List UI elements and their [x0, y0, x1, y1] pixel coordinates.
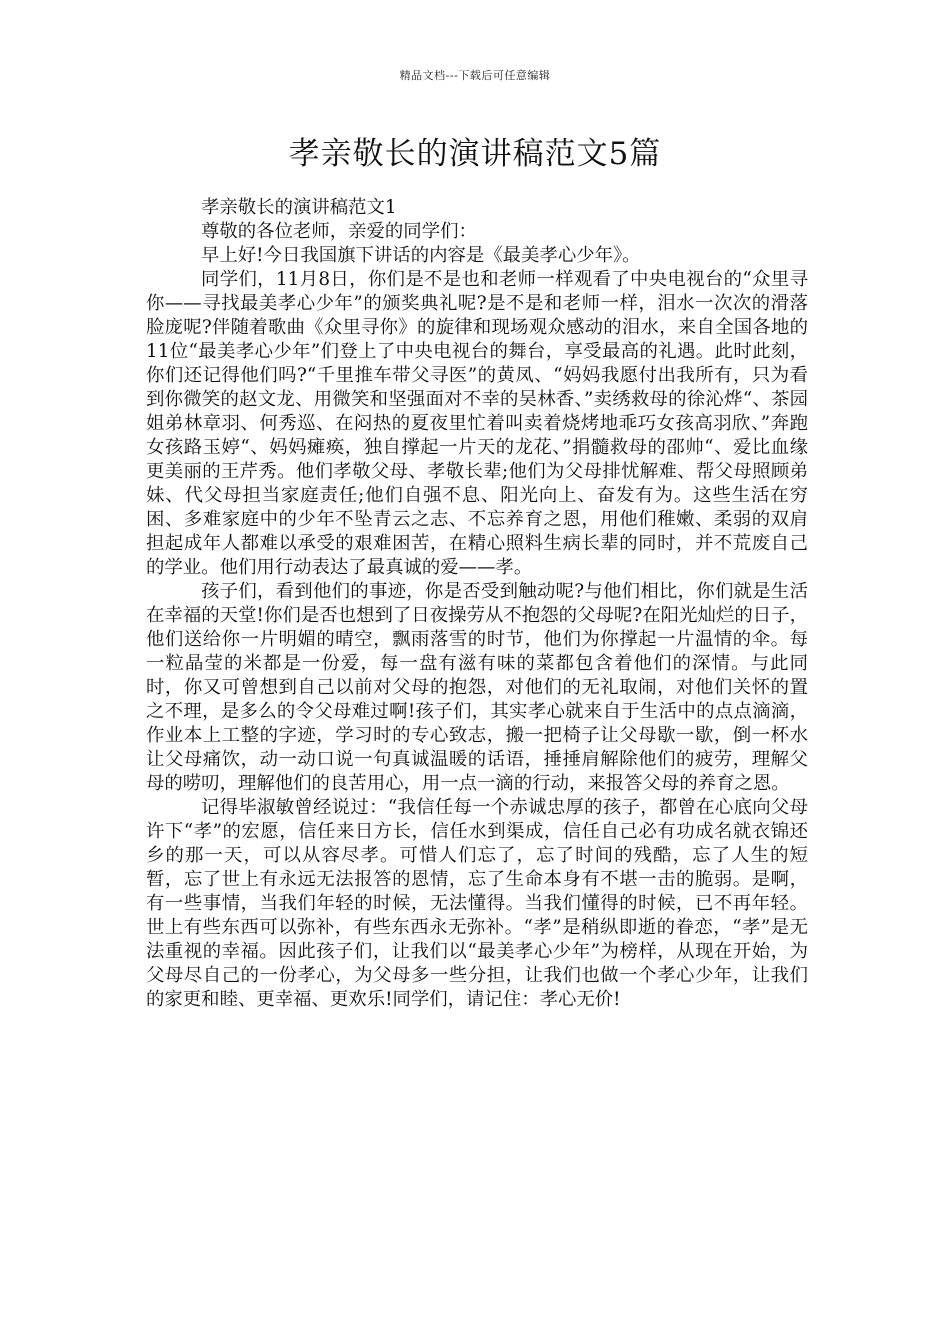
document-body — [146, 196, 808, 1012]
paragraph-subtitle: 孝亲敬长的演讲稿范文1 — [201, 197, 397, 218]
paragraph-body-1: 同学们，11月8日，你们是不是也和老师一样观看了中央电视台的“众里寻你——寻找最美孝心少年”的颁奖典礼呢?是不是和老师一样，泪水一次次的滑落脸庞呢?伴随着歌曲《众里寻你》的旋律和现场观众感动的泪水，来自全国各地的11位“最美孝心少年”们登上了中央电视台的舞台，享受最高的礼遇。此时此刻，你们还记得他们吗?“千里推车带父寻医”的黄凤、“妈妈我愿付出我所有，只为看到你微笑的赵文龙、用微笑和坚强面对不幸的吴林香、”卖绣救母的徐沁烨“、茶园姐弟林章羽、何秀巡、在闷热的夏夜里忙着叫卖着烧烤地乖巧女孩高羽欣、”奔跑女孩路玉婷“、妈妈瘫痪，独自撑起一片天的龙花、”捐髓救母的邵帅“、爱比血缘更美丽的王芹秀。他们孝敬父母、孝敬长辈;他们为父母排忧解难、帮父母照顾弟妹、代父母担当家庭责任;他们自强不息、阳光向上、奋发有为。这些生活在穷困、多难家庭中的少年不坠青云之志、不忘养育之恩，用他们稚嫩、柔弱的双肩担起成年人都难以承受的艰难困苦，在精心照料生病长辈的同时，并不荒废自己的学业。他们用行动表达了最真诚的爱——孝。 — [146, 269, 808, 578]
document-title: 孝亲敬长的演讲稿范文5篇 — [288, 136, 662, 172]
paragraph-opening: 早上好!今日我国旗下讲话的内容是《最美孝心少年》。 — [201, 245, 641, 266]
paragraph-greeting: 尊敬的各位老师，亲爱的同学们： — [201, 221, 477, 242]
paragraph-body-3: 记得毕淑敏曾经说过：“我信任每一个赤诚忠厚的孩子，都曾在心底向父母许下“孝”的宏愿，信任来日方长，信任水到渠成，信任自己必有功成名就衣锦还乡的那一天，可以从容尽孝。可惜人们忘了，忘了时间的残酷，忘了人生的短暂，忘了世上有永远无法报答的恩情，忘了生命本身有不堪一击的脆弱。是啊，有一些事情，当我们年轻的时候，无法懂得。当我们懂得的时候，已不再年轻。世上有些东西可以弥补，有些东西永无弥补。“孝”是稍纵即逝的眷恋，“孝”是无法重视的幸福。因此孩子们，让我们以“最美孝心少年”为榜样，从现在开始，为父母尽自己的一份孝心，为父母多一些分担，让我们也做一个孝心少年，让我们的家更和睦、更幸福、更欢乐!同学们，请记住：孝心无价! — [146, 797, 808, 1010]
header-note: 精品文档---下载后可任意编辑 — [399, 69, 551, 82]
paragraph-body-2: 孩子们，看到他们的事迹，你是否受到触动呢?与他们相比，你们就是生活在幸福的天堂!你们是否也想到了日夜操劳从不抱怨的父母呢?在阳光灿烂的日子，他们送给你一片明媚的晴空，飘雨落雪的时节，他们为你撑起一片温情的伞。每一粒晶莹的米都是一份爱，每一盘有滋有味的菜都包含着他们的深情。与此同时，你又可曾想到自己以前对父母的抱怨，对他们的无礼取闹，对他们关怀的置之不理，是多么的令父母难过啊!孩子们，其实孝心就来自于生活中的点点滴滴，作业本上工整的字迹，学习时的专心致志，搬一把椅子让父母歇一歇，倒一杯水让父母痛饮，动一动口说一句真诚温暖的话语，捶捶肩解除他们的疲劳，理解父母的唠叨，理解他们的良苦用心，用一点一滴的行动，来报答父母的养育之恩。 — [146, 581, 808, 794]
